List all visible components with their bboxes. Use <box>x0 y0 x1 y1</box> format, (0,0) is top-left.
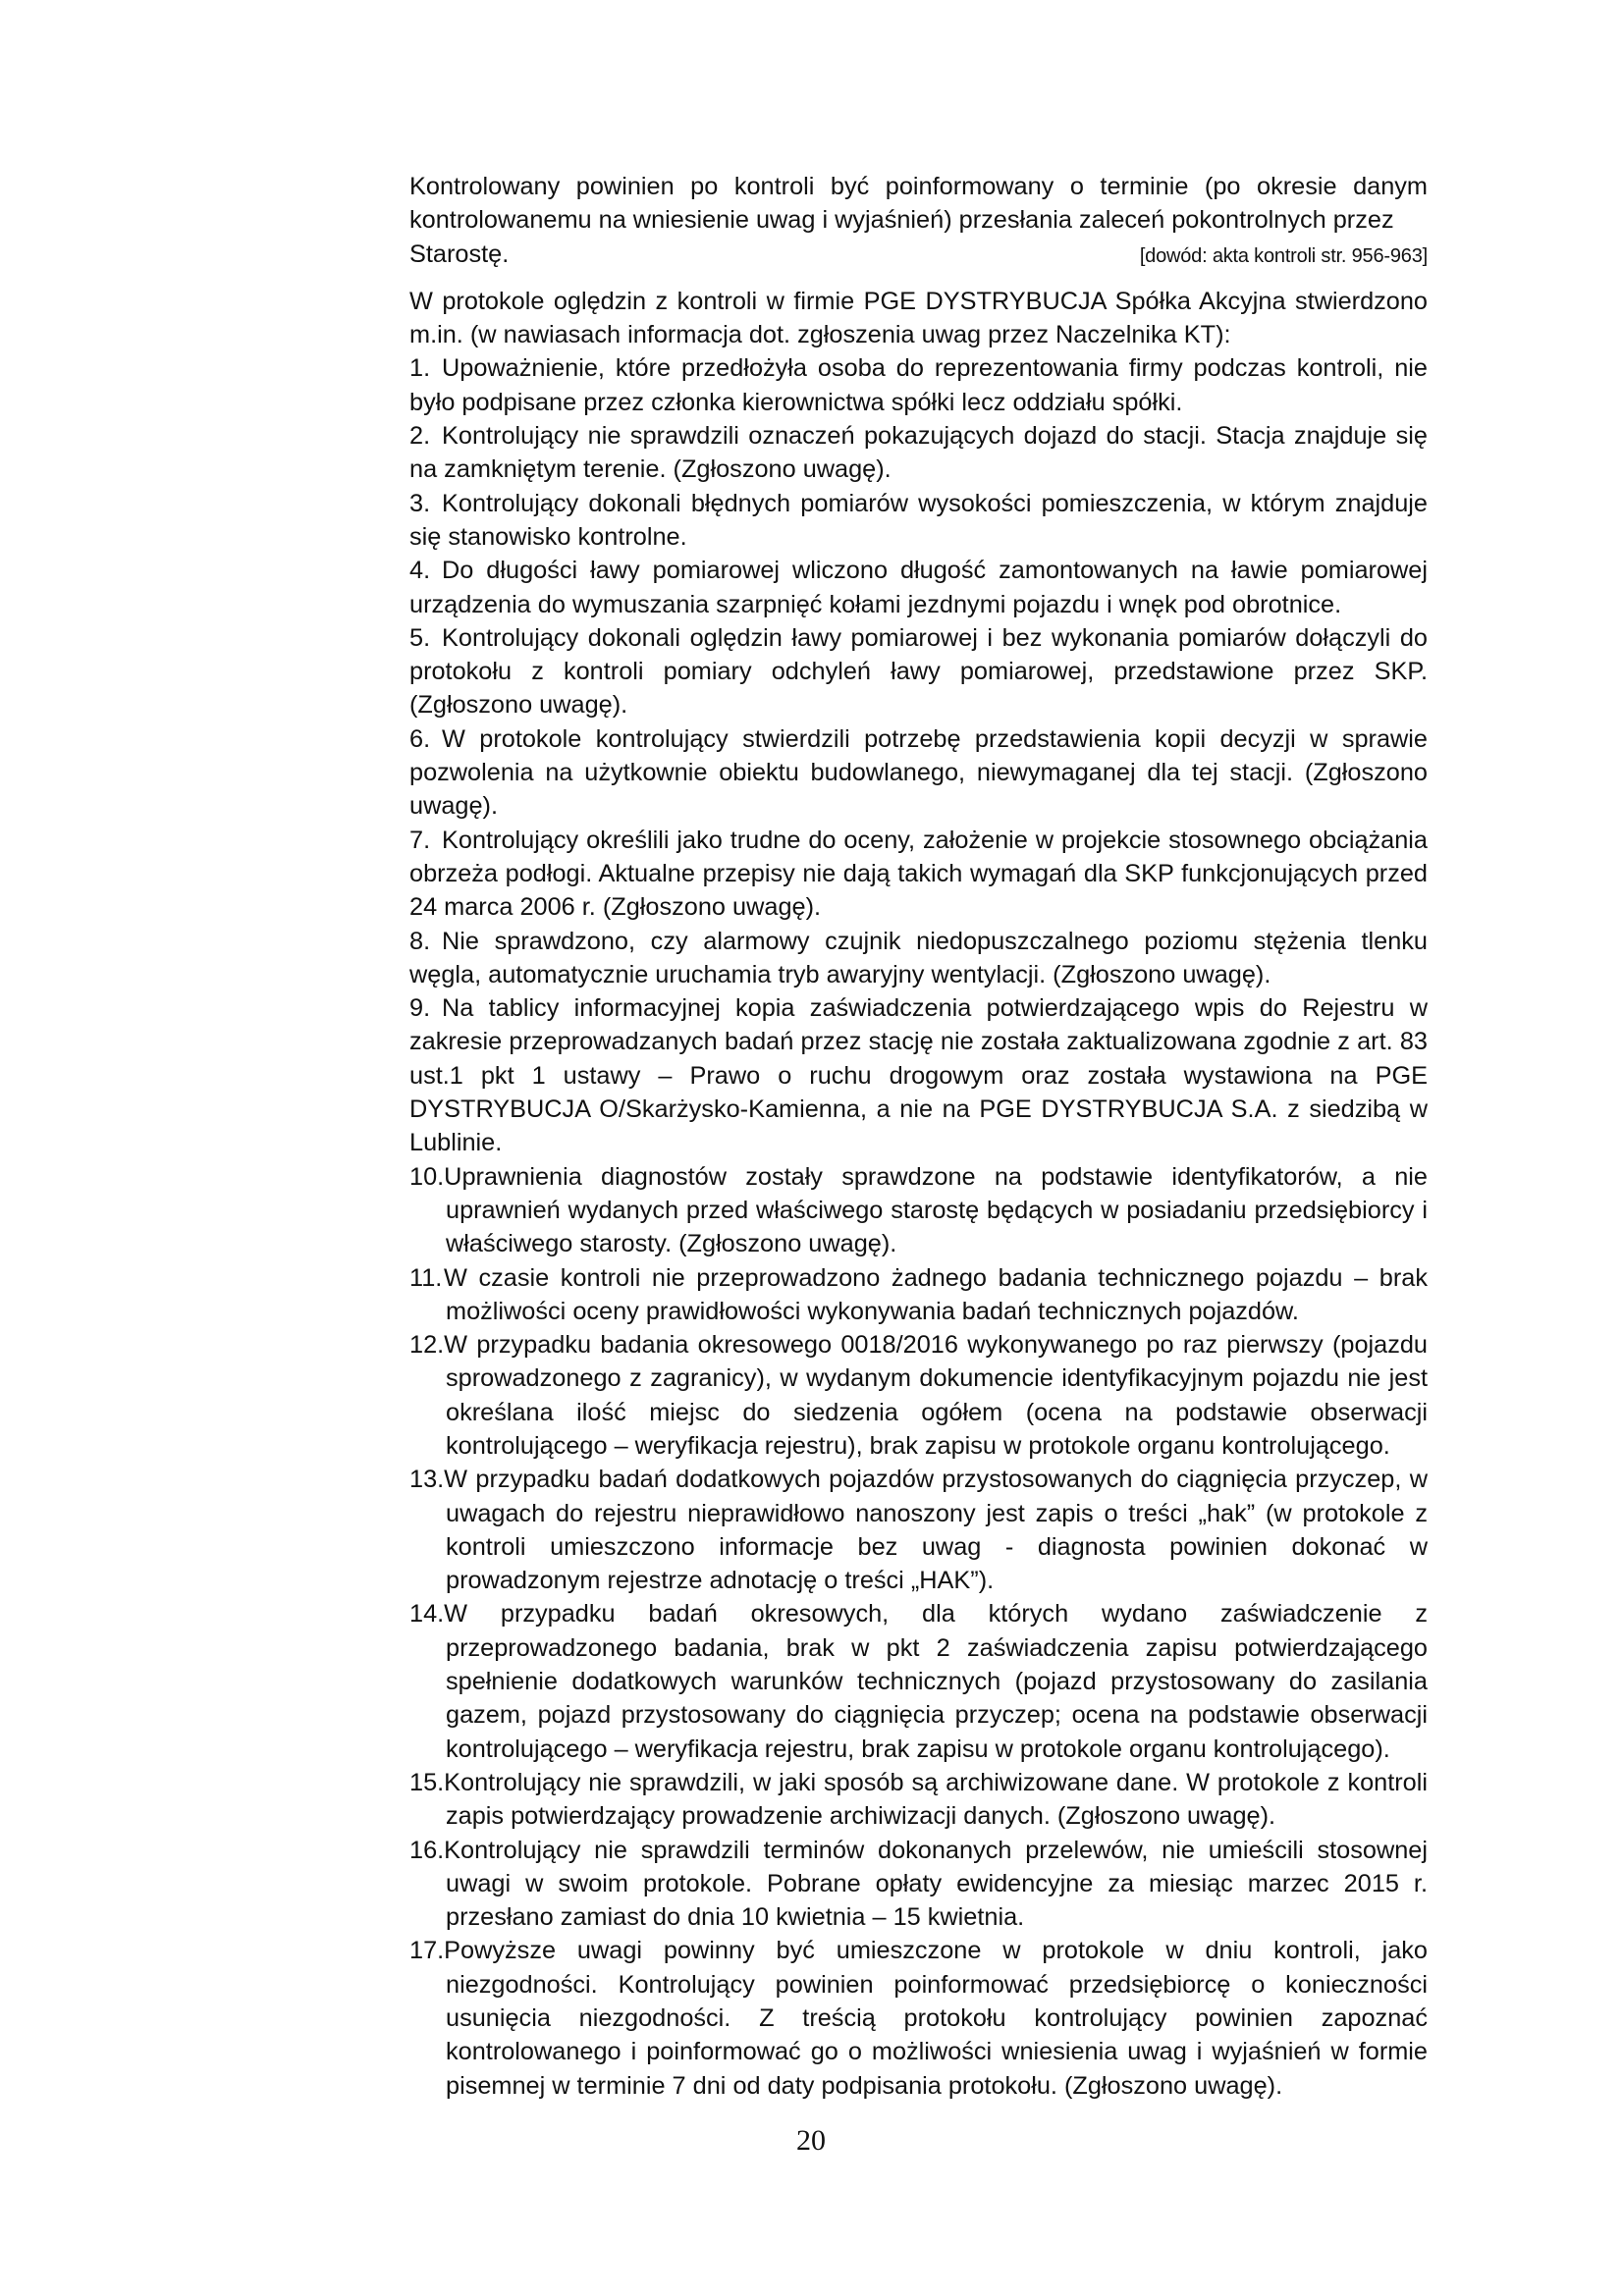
finding-text: Powyższe uwagi powinny być umieszczone w protokole w dniu kontroli, jako niezgodności. Kontrolujący powinien poinformować przedsiębiorcę o konieczności usunięcia niezgodności. Z treścią protokołu kontrolujący powinien zapoznać kontrolowanego i poinformować go o możliwości wniesienia uwag i wyjaśnień w formie pisemnej w terminie 7 dni od daty podpisania protokołu. (Zgłoszono uwagę). <box>444 1937 1428 2100</box>
finding-number: 2. <box>409 422 431 451</box>
finding-text: Kontrolujący dokonali oględzin ławy pomiarowej i bez wykonania pomiarów dołączyli do protokołu z kontroli pomiary odchyleń ławy pomiarowej, przedstawione przez SKP. (Zgłoszono uwagę). <box>409 623 1428 720</box>
intro-paragraph: Kontrolowany powinien po kontroli być poinformowany o terminie (po okresie danym kontrolowanemu na wniesienie uwag i wyjaśnień) przesłania zaleceń pokontrolnych przez <box>409 173 1428 235</box>
finding-text: Uprawnienia diagnostów zostały sprawdzone na podstawie identyfikatorów, a nie uprawnień wydanych przed właściwego starostę będących w posiadaniu przedsiębiorcy i właściwego starosty. (Zgłoszono uwagę). <box>444 1162 1428 1258</box>
finding-number: 16. <box>409 1836 445 1864</box>
finding-number: 14. <box>409 1600 445 1629</box>
finding-text: Kontrolujący nie sprawdzili oznaczeń pokazujących dojazd do stacji. Stacja znajduje się na zamkniętym terenie. (Zgłoszono uwagę). <box>409 422 1428 484</box>
finding-number: 13. <box>409 1466 445 1494</box>
finding-item <box>409 487 1428 555</box>
finding-text: Nie sprawdzono, czy alarmowy czujnik niedopuszczalnego poziomu stężenia tlenku węgla, automatycznie uruchamia tryb awaryjny wentylacji. (Zgłoszono uwagę). <box>409 927 1428 988</box>
finding-item <box>409 1834 1428 1935</box>
finding-number: 12. <box>409 1331 445 1360</box>
finding-item <box>409 824 1428 925</box>
finding-text: Kontrolujący dokonali błędnych pomiarów wysokości pomieszczenia, w którym znajduje się stanowisko kontrolne. <box>409 489 1428 551</box>
finding-text: W przypadku badania okresowego 0018/2016 wykonywanego po raz pierwszy (pojazdu sprowadzonego z zagranicy), w wydanym dokumencie identyfikacyjnym pojazdu nie jest określana ilość miejsc do siedzenia ogółem (ocena na podstawie obserwacji kontrolującego – weryfikacja rejestru), brak zapisu w protokole organu kontrolującego. <box>444 1331 1428 1460</box>
finding-number: 15. <box>409 1768 445 1796</box>
finding-number: 3. <box>409 489 431 517</box>
finding-item <box>409 1261 1428 1329</box>
finding-item <box>409 925 1428 992</box>
finding-text: Upoważnienie, które przedłożyła osoba do reprezentowania firmy podczas kontroli, nie było podpisane przez członka kierownictwa spółki lecz oddziału spółki. <box>409 354 1428 416</box>
finding-item <box>409 419 1428 487</box>
finding-number: 7. <box>409 826 431 854</box>
paragraph-gap <box>409 273 1428 285</box>
finding-text: Kontrolujący określili jako trudne do oceny, założenie w projekcie stosownego obciążania obrzeża podłogi. Aktualne przepisy nie dają takich wymagań dla SKP funkcjonujących przed 24 marca 2006 r. (Zgłoszono uwagę). <box>409 826 1428 922</box>
finding-item <box>409 1766 1428 1834</box>
intro-last-word: Starostę. <box>409 240 510 268</box>
finding-text: Kontrolujący nie sprawdzili terminów dokonanych przelewów, nie umieścili stosownej uwagi w swoim protokole. Pobrane opłaty ewidencyjne za miesiąc marzec 2015 r. przesłano zamiast do dnia 10 kwietnia – 15 kwietnia. <box>444 1836 1428 1932</box>
finding-text: Kontrolujący nie sprawdzili, w jaki sposób są archiwizowane dane. W protokole z kontroli zapis potwierdzający prowadzenie archiwizacji danych. (Zgłoszono uwagę). <box>444 1768 1428 1831</box>
finding-number: 5. <box>409 623 431 652</box>
finding-text: W przypadku badań dodatkowych pojazdów przystosowanych do ciągnięcia przyczep, w uwagach do rejestru nieprawidłowo nanoszony jest zapis o treści „hak” (w protokole z kontroli umieszczono informacje bez uwag - diagnosta powinien dokonać w prowadzonym rejestrze adnotację o treści „HAK”). <box>444 1466 1428 1595</box>
finding-text: W protokole kontrolujący stwierdzili potrzebę przedstawienia kopii decyzji w sprawie pozwolenia na użytkownie obiektu budowlanego, niewymaganej dla tej stacji. (Zgłoszono uwagę). <box>409 724 1428 821</box>
finding-item <box>409 1934 1428 2102</box>
intro-tail <box>409 238 1428 273</box>
finding-number: 1. <box>409 354 431 383</box>
finding-text: W czasie kontroli nie przeprowadzono żadnego badania technicznego pojazdu – brak możliwości oceny prawidłowości wykonywania badań technicznych pojazdów. <box>444 1263 1428 1325</box>
page-number: 20 <box>796 2124 826 2157</box>
finding-text: Do długości ławy pomiarowej wliczono długość zamontowanych na ławie pomiarowej urządzenia do wymuszania szarpnięć kołami jezdnymi pojazdu i wnęk pod obrotnice. <box>409 557 1428 618</box>
finding-number: 11. <box>409 1263 443 1292</box>
finding-text: Na tablicy informacyjnej kopia zaświadczenia potwierdzającego wpis do Rejestru w zakresie przeprowadzanych badań przez stację nie została zaktualizowana zgodnie z art. 83 ust.1 pkt 1 ustawy – Prawo o ruchu drogowym oraz została wystawiona na PGE DYSTRYBUCJA O/Skarżysko-Kamienna, a nie na PGE DYSTRYBUCJA S.A. z siedzibą w Lublinie. <box>409 994 1428 1157</box>
finding-number: 8. <box>409 927 431 955</box>
finding-item <box>409 1160 1428 1261</box>
finding-item <box>409 1463 1428 1597</box>
finding-item <box>409 1328 1428 1463</box>
finding-text: W przypadku badań okresowych, dla których wydano zaświadczenie z przeprowadzonego badania, brak w pkt 2 zaświadczenia zapisu potwierdzającego spełnienie dodatkowych warunków technicznych (pojazd przystosowany do zasilania gazem, pojazd przystosowany do ciągnięcia przyczep; ocena na podstawie obserwacji kontrolującego – weryfikacja rejestru, brak zapisu w protokole organu kontrolującego). <box>444 1600 1428 1763</box>
findings-list <box>409 351 1428 2102</box>
finding-number: 17. <box>409 1937 445 1965</box>
finding-number: 9. <box>409 994 431 1023</box>
evidence-reference: [dowód: akta kontroli str. 956-963] <box>1139 244 1428 267</box>
finding-item <box>409 1597 1428 1765</box>
finding-number: 10. <box>409 1162 445 1191</box>
document-page <box>409 170 1428 2103</box>
finding-number: 4. <box>409 557 431 585</box>
finding-item <box>409 621 1428 722</box>
finding-item <box>409 722 1428 824</box>
finding-item <box>409 554 1428 621</box>
protocol-intro-paragraph: W protokole oględzin z kontroli w firmie PGE DYSTRYBUCJA Spółka Akcyjna stwierdzono m.in. (w nawiasach informacja dot. zgłoszenia uwag przez Naczelnika KT): <box>409 287 1428 349</box>
finding-item <box>409 351 1428 419</box>
finding-number: 6. <box>409 724 431 753</box>
finding-item <box>409 991 1428 1159</box>
